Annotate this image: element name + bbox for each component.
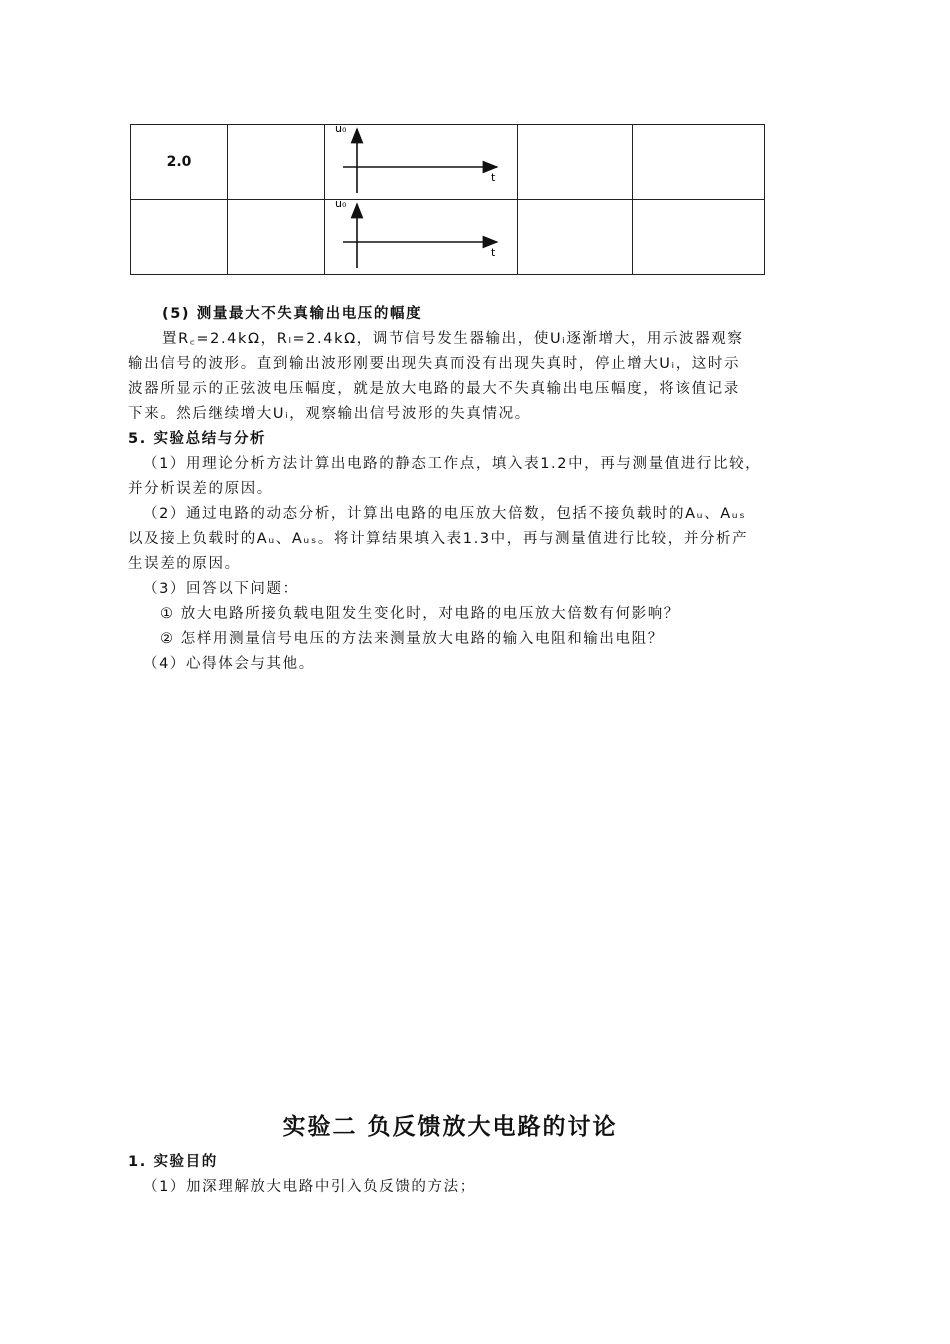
- table-cell-empty: [518, 200, 633, 275]
- section-title: 1. 实验目的: [128, 1154, 218, 1170]
- table-cell-value: [131, 200, 228, 275]
- table-cell-empty: [518, 125, 633, 200]
- x-axis-label: t: [491, 246, 496, 259]
- waveform-axes: [325, 125, 517, 199]
- paragraph-line: 以及接上负载时的Aᵤ、Aᵤₛ。将计算结果填入表1.3中，再与测量值进行比较，并分析产: [128, 531, 749, 547]
- waveform-axes: [325, 200, 517, 274]
- x-axis-label: t: [491, 171, 496, 184]
- y-axis-label: u₀: [335, 125, 347, 135]
- table-cell-waveform: [325, 200, 518, 275]
- table-cell-empty: [633, 200, 765, 275]
- paragraph-line: 生误差的原因。: [128, 556, 241, 572]
- table-cell-empty: [228, 125, 325, 200]
- table-cell-value: 2.0: [131, 125, 228, 200]
- paragraph-line: 波器所显示的正弦波电压幅度，就是放大电路的最大不失真输出电压幅度，将该值记录: [128, 381, 740, 397]
- paragraph-line: （1）加深理解放大电路中引入负反馈的方法；: [143, 1179, 476, 1195]
- paragraph-line: （2）通过电路的动态分析，计算出电路的电压放大倍数，包括不接负载时的Aᵤ、Aᵤₛ: [143, 506, 747, 522]
- table-cell-empty: [633, 125, 765, 200]
- experiment-heading: 实验二 负反馈放大电路的讨论: [282, 1114, 618, 1140]
- waveform-table: [130, 124, 765, 275]
- paragraph-line: （3）回答以下问题：: [143, 581, 299, 597]
- paragraph-line: 输出信号的波形。直到输出波形刚要出现失真而没有出现失真时，停止增大Uᵢ，这时示: [128, 356, 741, 372]
- paragraph-line: 置R꜀=2.4kΩ，Rₗ=2.4kΩ，调节信号发生器输出，使Uᵢ逐渐增大，用示波器观察: [162, 331, 744, 347]
- paragraph-line: 并分析误差的原因。: [128, 481, 273, 497]
- table-row: [131, 125, 765, 200]
- table-row: [131, 200, 765, 275]
- table-cell-empty: [228, 200, 325, 275]
- paragraph-line: （1）用理论分析方法计算出电路的静态工作点，填入表1.2中，再与测量值进行比较，: [143, 456, 762, 472]
- section-title: 5. 实验总结与分析: [128, 431, 267, 447]
- paragraph-line: （4）心得体会与其他。: [143, 656, 315, 672]
- question-item: ① 放大电路所接负载电阻发生变化时，对电路的电压放大倍数有何影响？: [160, 606, 680, 622]
- step5-title: (5) 测量最大不失真输出电压的幅度: [162, 306, 423, 322]
- paragraph-line: 下来。然后继续增大Uᵢ，观察输出信号波形的失真情况。: [128, 406, 531, 422]
- y-axis-label: u₀: [335, 200, 347, 210]
- table-cell-waveform: [325, 125, 518, 200]
- question-item: ② 怎样用测量信号电压的方法来测量放大电路的输入电阻和输出电阻？: [160, 631, 664, 647]
